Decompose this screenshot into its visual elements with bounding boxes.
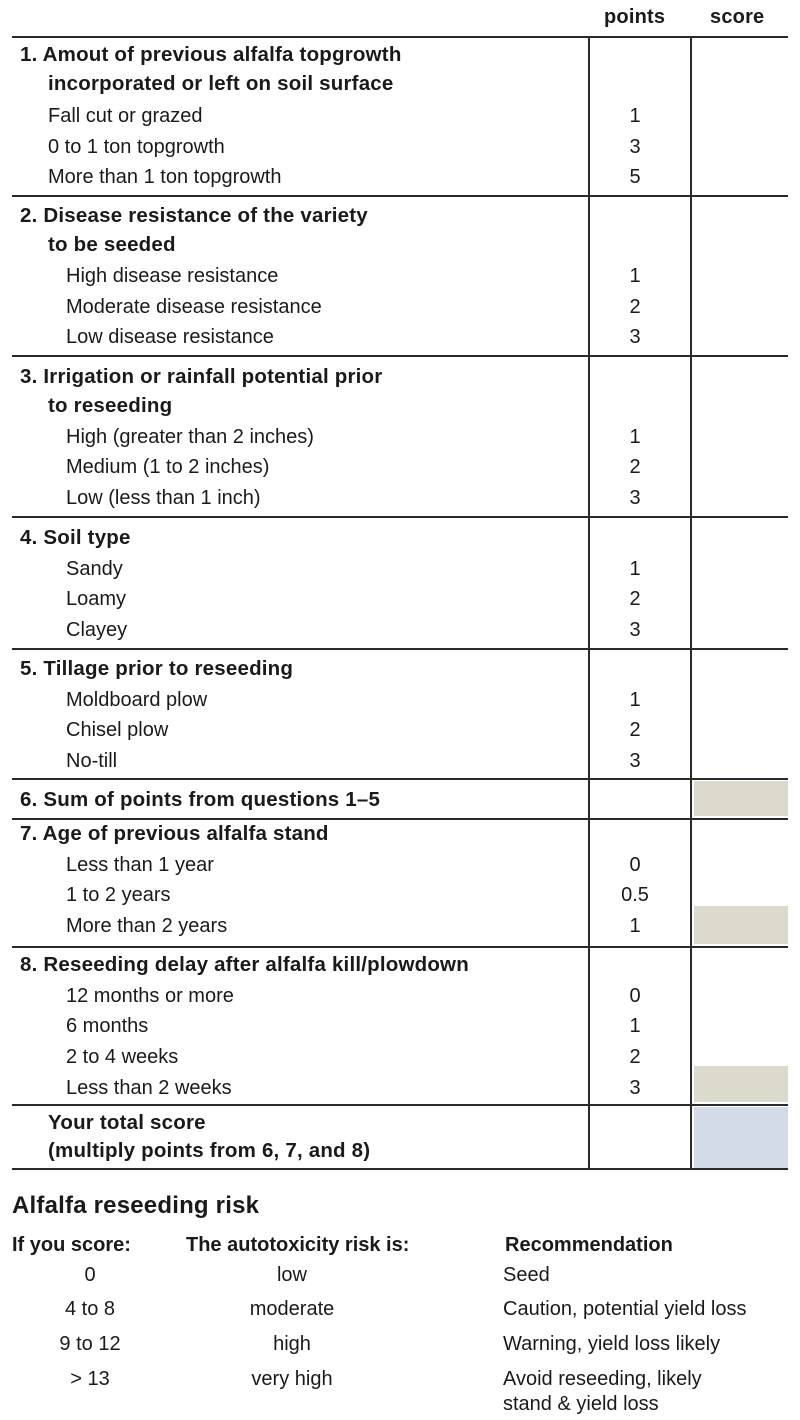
question-8-title: 8. Reseeding delay after alfalfa kill/plowdown [20,953,469,976]
question-8-option: 12 months or more [66,985,234,1007]
question-5-option: Chisel plow [66,719,169,741]
total-score-cell[interactable] [694,1107,788,1168]
question-1-option-points: 1 [629,105,641,127]
question-2-option: High disease resistance [66,265,279,287]
question-8-option-points: 3 [629,1077,641,1099]
section-divider [12,946,788,948]
risk-header-recommendation: Recommendation [505,1234,673,1256]
question-3-option-points: 2 [629,456,641,478]
question-1-option-points: 3 [629,136,641,158]
question-8-option: Less than 2 weeks [66,1077,232,1099]
risk-header-risk: The autotoxicity risk is: [186,1234,410,1256]
question-4-option: Clayey [66,619,128,641]
question-8-option-points: 1 [629,1015,641,1037]
points-column-header: points [604,6,666,28]
risk-row-score: 0 [84,1264,96,1286]
score-column-header: score [710,6,765,28]
question-4-option: Loamy [66,588,127,610]
question-3-option: Low (less than 1 inch) [66,487,261,509]
risk-header-score: If you score: [12,1234,131,1256]
risk-row-score: > 13 [70,1368,110,1390]
section-divider [12,36,788,38]
question-5-option: Moldboard plow [66,689,208,711]
risk-row-level: high [273,1333,311,1355]
risk-row-level: moderate [249,1298,335,1320]
section-divider [12,516,788,518]
question-1-option: 0 to 1 ton topgrowth [48,136,225,158]
question-2-option: Low disease resistance [66,326,274,348]
question-8-option: 2 to 4 weeks [66,1046,179,1068]
section-divider [12,648,788,650]
question-8-option: 6 months [66,1015,149,1037]
risk-row-recommendation: Avoid reseeding, likely stand & yield loss [503,1368,702,1415]
question-7-option: 1 to 2 years [66,884,171,906]
question-7-option-points: 0.5 [621,884,649,906]
question-4-option-points: 3 [629,619,641,641]
question-1-option-points: 5 [629,166,641,188]
total-score-label: Your total score (multiply points from 6, 7, and 8) [48,1111,371,1162]
question-5-option: No-till [66,750,118,772]
question-4-option-points: 1 [629,558,641,580]
question-5-option-points: 1 [629,689,641,711]
question-2-option-points: 1 [629,265,641,287]
risk-row-recommendation: Warning, yield loss likely [503,1333,721,1355]
question-5-title: 5. Tillage prior to reseeding [20,657,294,680]
question-5-option-points: 2 [629,719,641,741]
question-1-title: 1. Amout of previous alfalfa topgrowth incorporated or left on soil surface [20,43,402,95]
question-2-title: 2. Disease resistance of the variety to be seeded [20,204,368,256]
age-score-cell[interactable] [694,906,788,944]
question-7-title: 7. Age of previous alfalfa stand [20,822,329,845]
question-1-option: Fall cut or grazed [48,105,203,127]
question-4-option-points: 2 [629,588,641,610]
question-8-option-points: 0 [629,985,641,1007]
question-6-title: 6. Sum of points from questions 1–5 [20,788,381,811]
question-3-option: Medium (1 to 2 inches) [66,456,270,478]
question-4-option: Sandy [66,558,123,580]
section-divider [12,355,788,357]
question-3-option-points: 1 [629,426,641,448]
sum-score-cell[interactable] [694,781,788,816]
risk-table-title: Alfalfa reseeding risk [12,1192,260,1219]
question-3-option: High (greater than 2 inches) [66,426,314,448]
question-2-option-points: 2 [629,296,641,318]
question-1-option: More than 1 ton topgrowth [48,166,282,188]
section-divider [12,1104,788,1106]
section-divider [12,778,788,780]
risk-row-score: 4 to 8 [64,1298,116,1320]
score-column-divider [690,36,692,1170]
question-3-title: 3. Irrigation or rainfall potential prior to reseeding [20,365,383,417]
section-divider [12,195,788,197]
question-2-option-points: 3 [629,326,641,348]
risk-row-recommendation: Caution, potential yield loss [503,1298,747,1320]
question-7-option-points: 0 [629,854,641,876]
question-7-option-points: 1 [629,915,641,937]
question-7-option: More than 2 years [66,915,228,937]
question-2-option: Moderate disease resistance [66,296,322,318]
risk-row-recommendation: Seed [503,1264,550,1286]
delay-score-cell[interactable] [694,1066,788,1102]
risk-row-level: low [276,1264,307,1286]
question-4-title: 4. Soil type [20,526,131,549]
risk-row-level: very high [251,1368,333,1390]
question-7-option: Less than 1 year [66,854,214,876]
question-3-option-points: 3 [629,487,641,509]
risk-row-score: 9 to 12 [59,1333,121,1355]
question-8-option-points: 2 [629,1046,641,1068]
question-5-option-points: 3 [629,750,641,772]
table-bottom-rule [12,1168,788,1170]
